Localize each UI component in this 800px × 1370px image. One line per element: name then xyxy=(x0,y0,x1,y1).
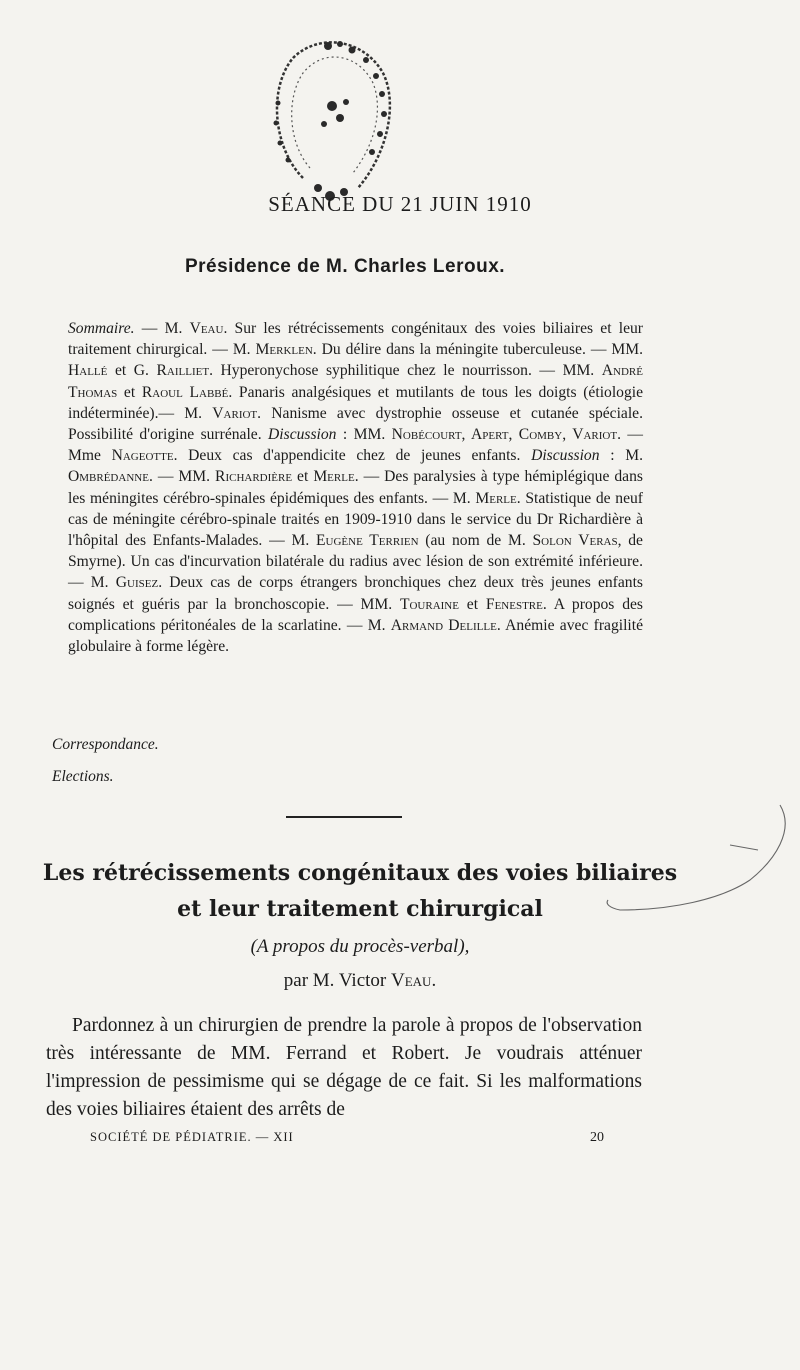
sommaire-text: : M. xyxy=(599,447,643,465)
seance-heading: SÉANCE DU 21 JUIN 1910 xyxy=(268,192,532,216)
article-title xyxy=(40,855,680,927)
sommaire-lead: Sommaire. xyxy=(68,320,135,337)
author-name: Hallé xyxy=(68,362,108,380)
sommaire-body xyxy=(68,320,643,655)
sommaire-text: . Nanisme avec dystrophie osseuse et cutanée spéciale. Possibilité d'origine surrénale. xyxy=(68,404,643,444)
sommaire-text: . Hyperonychose syphilitique chez le nourrisson. — MM. xyxy=(209,362,602,380)
sommaire-text: (au nom de M. xyxy=(418,532,533,550)
author-prefix: par M. Victor xyxy=(283,970,391,991)
sommaire-text: et xyxy=(292,468,314,486)
sommaire-text: . Du délire dans la méningite tuberculeuse. — MM. xyxy=(312,341,643,359)
correspondance-heading: Correspondance. xyxy=(52,736,159,753)
presidence-line: Présidence de M. Charles Leroux. xyxy=(184,256,506,277)
library-stamp-icon xyxy=(248,28,398,208)
sommaire-text: . — Mme xyxy=(68,426,643,465)
sommaire-text: . — MM. xyxy=(148,468,216,486)
author-name: Fenestre xyxy=(485,595,543,613)
pencil-mark-icon xyxy=(600,800,800,930)
author-name: Raoul Labbé xyxy=(141,383,229,401)
discussion-label: Discussion xyxy=(531,447,600,465)
author-name: Solon Veras xyxy=(532,532,618,550)
author-name: André Thomas xyxy=(68,362,643,401)
article-subtitle: (A propos du procès-verbal), xyxy=(250,936,470,957)
sommaire-text: . A propos des complications péritonéales de la scarlatine. — M. xyxy=(68,595,643,634)
page-number: 20 xyxy=(590,1130,604,1145)
sommaire-text: et xyxy=(117,383,142,401)
elections-heading: Elections. xyxy=(52,768,114,785)
author-name: Merle xyxy=(313,468,355,486)
author-name: Ombrédanne xyxy=(68,468,149,486)
sommaire-text: . — Des paralysies à type hémiplégique dans les méningites cérébro-spinales épidémiques des enfants. — M. xyxy=(68,468,643,507)
discussion-label: Discussion xyxy=(268,426,337,444)
sommaire-text: . Deux cas de corps étrangers bronchiques chez deux très jeunes enfants soignés et guéris par la bronchoscopie. — MM. xyxy=(68,574,643,613)
author-name: Railliet xyxy=(156,362,210,380)
article-body: Pardonnez à un chirurgien de prendre la parole à propos de l'observation très intéressante de MM. Ferrand et Robert. Je voudrais atténuer l'impression de pessimisme qui se dégage de ce fait. Si les malformations des voies biliaires étaient des arrêts de xyxy=(46,1015,642,1120)
article-title-line-1: Les rétrécissements congénitaux des voies biliaires xyxy=(42,860,678,886)
author-suffix: . xyxy=(431,970,437,991)
author-name: Nobécourt, Apert, Comby, Variot xyxy=(391,426,618,444)
footer-journal: SOCIÉTÉ DE PÉDIATRIE. — XII xyxy=(90,1130,294,1144)
sommaire-text: et xyxy=(458,595,486,613)
author-name: Nageotte xyxy=(111,447,174,465)
author-name: Eugène Terrien xyxy=(316,532,419,550)
sommaire-paragraph xyxy=(68,318,643,657)
author-name: Touraine xyxy=(399,595,459,613)
sommaire-text: . Statistique de neuf cas de méningite cérébro-spinale traités en 1909-1910 dans le service du Dr Richardière à l'hôpital des Enfants-Malades. — M. xyxy=(68,489,643,550)
author-name: Veau xyxy=(189,320,224,337)
sommaire-text: , de Smyrne). Un cas d'incurvation bilatérale du radius avec lésion de son extrémité inférieure. — M. xyxy=(68,532,643,592)
sommaire-text: . Deux cas d'appendicite chez de jeunes enfants. xyxy=(173,447,532,465)
sommaire-text: . Anémie avec fragilité globulaire à forme légère. xyxy=(68,616,644,656)
sommaire-text: : MM. xyxy=(336,426,392,444)
author-name: Veau xyxy=(391,970,432,991)
sommaire-text: — M. xyxy=(134,320,190,337)
author-name: Richardière xyxy=(215,468,293,486)
author-name: Guisez xyxy=(115,574,159,592)
sommaire-text: . Panaris analgésiques et mutilants de tous les doigts (étiologie indéterminée).— M. xyxy=(68,383,643,422)
sommaire-text: et G. xyxy=(107,362,157,380)
author-name: Variot xyxy=(212,404,258,422)
article-title-line-2: et leur traitement chirurgical xyxy=(177,896,543,922)
article-author xyxy=(40,970,680,992)
author-name: Merle xyxy=(475,489,517,507)
section-divider xyxy=(286,816,402,818)
author-name: Armand Delille xyxy=(390,616,497,634)
sommaire-text: . Sur les rétrécissements congénitaux des voies biliaires et leur traitement chirurgical. — M. xyxy=(68,320,643,359)
author-name: Merklen xyxy=(255,341,313,359)
